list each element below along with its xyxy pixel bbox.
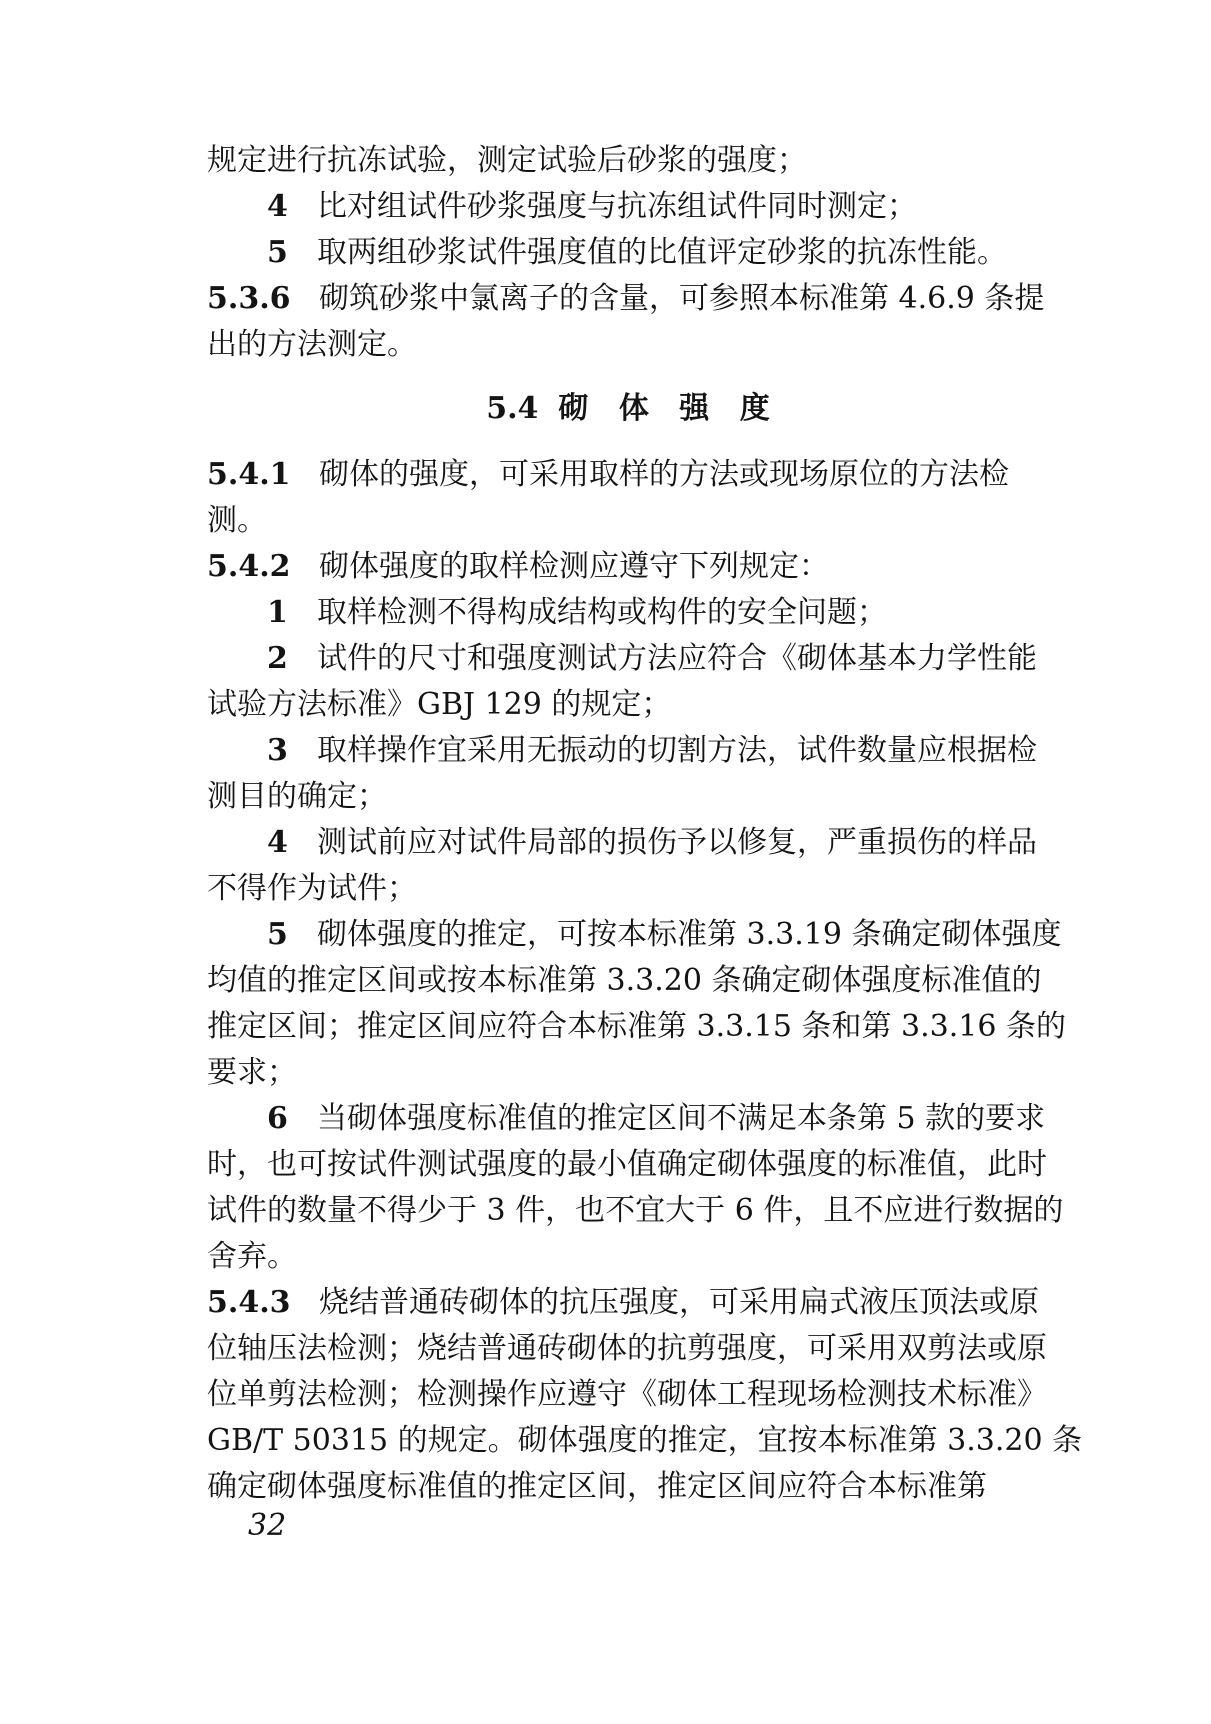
item-number: 4 xyxy=(267,825,288,860)
clause-line xyxy=(207,544,1059,590)
page-number: 32 xyxy=(248,1508,287,1543)
text-line xyxy=(207,682,1059,728)
line-text: 取样操作宜采用无振动的切割方法，试件数量应根据检 xyxy=(317,733,1037,768)
line-text: 不得作为试件； xyxy=(207,871,417,906)
text-line xyxy=(207,1142,1059,1188)
list-item-line xyxy=(207,590,1059,636)
text-block-bottom xyxy=(207,452,1083,1510)
line-text: 均值的推定区间或按本标准第 3.3.20 条确定砌体强度标准值的 xyxy=(207,963,1042,998)
line-text: 测。 xyxy=(207,503,267,538)
line-text: 取两组砂浆试件强度值的比值评定砂浆的抗冻性能。 xyxy=(317,235,1007,270)
line-text: 出的方法测定。 xyxy=(207,327,417,362)
line-text: 砌体的强度，可采用取样的方法或现场原位的方法检 xyxy=(319,457,1009,492)
line-text: 烧结普通砖砌体的抗压强度，可采用扁式液压顶法或原 xyxy=(319,1285,1039,1320)
clause-line xyxy=(207,452,1059,498)
line-text: 确定砌体强度标准值的推定区间，推定区间应符合本标准第 xyxy=(207,1469,987,1504)
section-title: 砌 体 强 度 xyxy=(558,391,780,426)
text-line xyxy=(207,138,1059,184)
line-text: 位轴压法检测；烧结普通砖砌体的抗剪强度，可采用双剪法或原 xyxy=(207,1331,1047,1366)
section-number: 5.4 xyxy=(486,391,539,426)
line-text: 试件的数量不得少于 3 件，也不宜大于 6 件，且不应进行数据的 xyxy=(207,1193,1064,1228)
line-text: 位单剪法检测；检测操作应遵守《砌体工程现场检测技术标准》 xyxy=(207,1377,1047,1412)
text-line xyxy=(207,866,1059,912)
line-text: 砌筑砂浆中氯离子的含量，可参照本标准第 4.6.9 条提 xyxy=(319,281,1045,316)
text-line xyxy=(207,1418,1083,1464)
section-heading xyxy=(207,386,1059,432)
text-line xyxy=(207,1234,1059,1280)
item-number: 5 xyxy=(267,235,288,270)
line-text: 舍弃。 xyxy=(207,1239,297,1274)
line-text: 砌体强度的取样检测应遵守下列规定： xyxy=(319,549,829,584)
text-line xyxy=(207,1464,1059,1510)
clause-number: 5.3.6 xyxy=(207,281,291,316)
text-line xyxy=(207,322,1059,368)
item-number: 4 xyxy=(267,189,288,224)
clause-number: 5.4.1 xyxy=(207,457,291,492)
text-line xyxy=(207,1326,1059,1372)
clause-number: 5.4.3 xyxy=(207,1285,291,1320)
text-line xyxy=(207,498,1059,544)
line-text: 试验方法标准》GBJ 129 的规定； xyxy=(207,687,672,722)
line-text: 测目的确定； xyxy=(207,779,387,814)
line-text: 比对组试件砂浆强度与抗冻组试件同时测定； xyxy=(317,189,917,224)
list-item-line xyxy=(207,820,1059,866)
list-item-line xyxy=(207,728,1059,774)
item-number: 3 xyxy=(267,733,288,768)
clause-line xyxy=(207,276,1059,322)
line-text: 试件的尺寸和强度测试方法应符合《砌体基本力学性能 xyxy=(317,641,1037,676)
list-item-line xyxy=(207,184,1059,230)
text-line xyxy=(207,1050,1059,1096)
page-body xyxy=(207,138,1083,1510)
line-text: 砌体强度的推定，可按本标准第 3.3.19 条确定砌体强度 xyxy=(317,917,1062,952)
list-item-line xyxy=(207,636,1059,682)
line-text: 测试前应对试件局部的损伤予以修复，严重损伤的样品 xyxy=(317,825,1037,860)
line-text: 取样检测不得构成结构或构件的安全问题； xyxy=(317,595,887,630)
item-number: 2 xyxy=(267,641,288,676)
text-line xyxy=(207,1372,1059,1418)
item-number: 6 xyxy=(267,1101,288,1136)
text-line xyxy=(207,958,1059,1004)
line-text: 规定进行抗冻试验，测定试验后砂浆的强度； xyxy=(207,143,807,178)
line-text: 要求； xyxy=(207,1055,297,1090)
text-line xyxy=(207,774,1059,820)
text-line xyxy=(207,1188,1064,1234)
clause-number: 5.4.2 xyxy=(207,549,291,584)
line-text: GB/T 50315 的规定。砌体强度的推定，宜按本标准第 3.3.20 条 xyxy=(207,1423,1083,1458)
item-number: 1 xyxy=(267,595,288,630)
line-text: 推定区间；推定区间应符合本标准第 3.3.15 条和第 3.3.16 条的 xyxy=(207,1009,1066,1044)
line-text: 时，也可按试件测试强度的最小值确定砌体强度的标准值，此时 xyxy=(207,1147,1047,1182)
item-number: 5 xyxy=(267,917,288,952)
text-block-top xyxy=(207,138,1059,368)
list-item-line xyxy=(207,912,1062,958)
list-item-line xyxy=(207,1096,1059,1142)
line-text: 当砌体强度标准值的推定区间不满足本条第 5 款的要求 xyxy=(317,1101,1046,1136)
text-line xyxy=(207,1004,1066,1050)
list-item-line xyxy=(207,230,1059,276)
clause-line xyxy=(207,1280,1059,1326)
